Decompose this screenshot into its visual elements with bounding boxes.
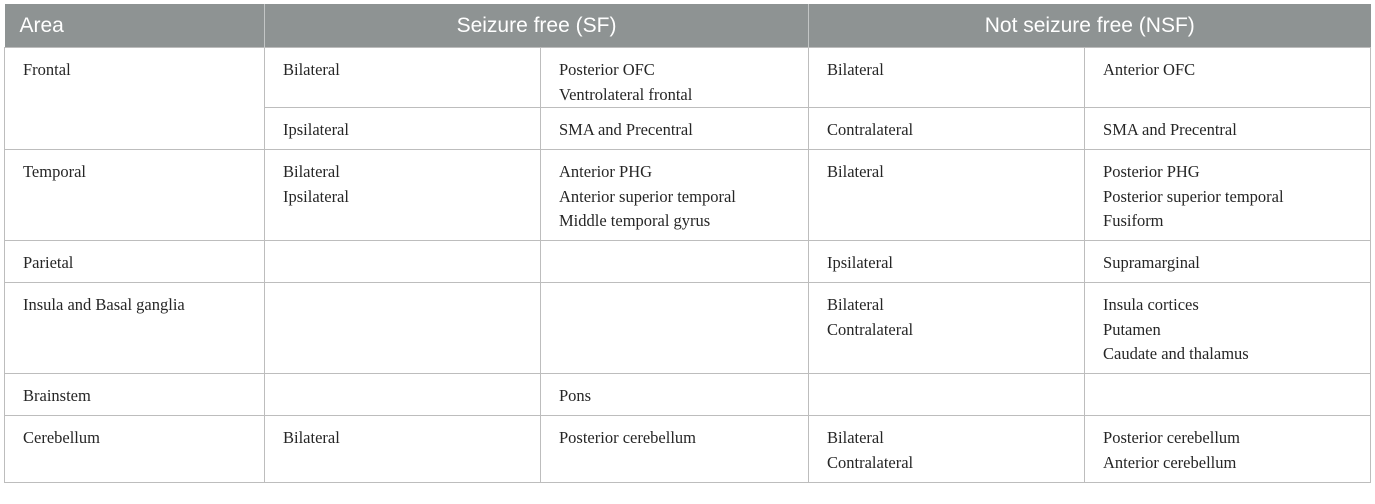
cell-sf-region: Anterior PHG Anterior superior temporal Middle temporal gyrus <box>541 150 809 241</box>
header-area: Area <box>5 4 265 48</box>
cell-sf-region <box>541 283 809 374</box>
table-row-cerebellum <box>5 416 1371 483</box>
cell-sf-side <box>265 374 541 416</box>
cell-area <box>5 283 265 374</box>
cell-nsf-side <box>809 374 1085 416</box>
area-label: Insula and Basal ganglia <box>23 295 185 314</box>
cell-nsf-side: Bilateral <box>809 48 1085 108</box>
cell-sf-region: Posterior cerebellum <box>541 416 809 483</box>
cell-sf-region: SMA and Precentral <box>541 108 809 150</box>
table-row-parietal <box>5 241 1371 283</box>
cell-nsf-region: Supramarginal <box>1085 241 1371 283</box>
cell-nsf-side: Ipsilateral <box>809 241 1085 283</box>
brain-areas-table <box>4 4 1371 483</box>
cell-sf-side: Bilateral Ipsilateral <box>265 150 541 241</box>
cell-sf-region: Posterior OFC Ventrolateral frontal <box>541 48 809 108</box>
cell-nsf-region: Anterior OFC <box>1085 48 1371 108</box>
cell-sf-side <box>265 241 541 283</box>
area-label: Cerebellum <box>23 428 100 447</box>
cell-nsf-side: Bilateral Contralateral <box>809 283 1085 374</box>
table-row-frontal <box>5 48 1371 108</box>
cell-area <box>5 416 265 483</box>
area-label: Parietal <box>23 253 74 272</box>
header-row <box>5 4 1371 48</box>
cell-nsf-side: Bilateral Contralateral <box>809 416 1085 483</box>
cell-nsf-region: Posterior cerebellum Anterior cerebellum <box>1085 416 1371 483</box>
cell-area <box>5 150 265 241</box>
cell-area <box>5 374 265 416</box>
area-label: Temporal <box>23 162 86 181</box>
cell-sf-region <box>541 241 809 283</box>
cell-sf-side <box>265 283 541 374</box>
cell-nsf-region <box>1085 374 1371 416</box>
table-row-temporal <box>5 150 1371 241</box>
table-row-insula <box>5 283 1371 374</box>
table-row-brainstem <box>5 374 1371 416</box>
area-label: Frontal <box>23 60 71 79</box>
cell-nsf-region: SMA and Precentral <box>1085 108 1371 150</box>
cell-area <box>5 48 265 150</box>
cell-nsf-region: Insula cortices Putamen Caudate and thalamus <box>1085 283 1371 374</box>
cell-sf-region: Pons <box>541 374 809 416</box>
cell-area <box>5 241 265 283</box>
header-seizure-free: Seizure free (SF) <box>265 4 809 48</box>
cell-sf-side: Ipsilateral <box>265 108 541 150</box>
cell-sf-side: Bilateral <box>265 48 541 108</box>
cell-nsf-side: Bilateral <box>809 150 1085 241</box>
area-label: Brainstem <box>23 386 91 405</box>
cell-sf-side: Bilateral <box>265 416 541 483</box>
cell-nsf-region: Posterior PHG Posterior superior temporal Fusiform <box>1085 150 1371 241</box>
cell-nsf-side: Contralateral <box>809 108 1085 150</box>
header-not-seizure-free: Not seizure free (NSF) <box>809 4 1371 48</box>
